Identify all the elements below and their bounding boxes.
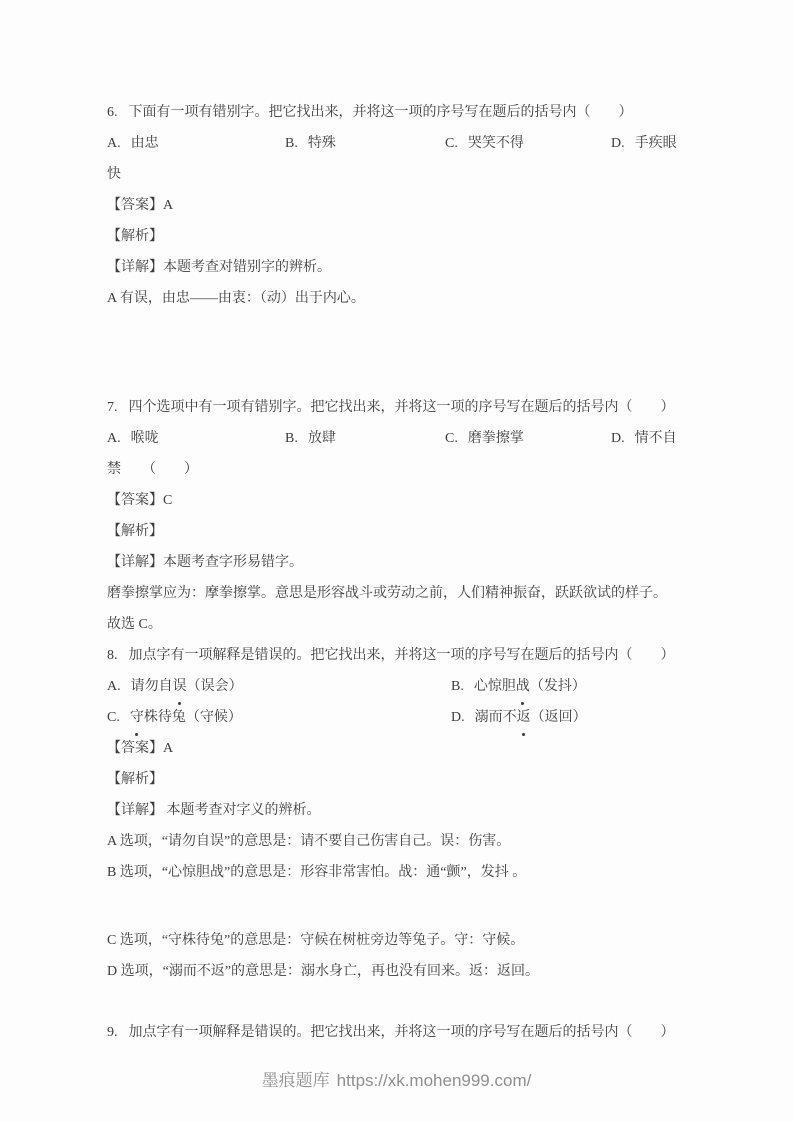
question-8-explanation-a: A 选项，“请勿自误”的意思是：请不要自己伤害自己。误：伤害。 bbox=[107, 834, 511, 849]
page-footer bbox=[0, 1066, 793, 1091]
question-7-text: 四个选项中有一项有错别字。把它找出来，并将这一项的序号写在题后的括号内（ ） bbox=[128, 400, 675, 415]
question-8-analysis-label: 【解析】 bbox=[107, 772, 163, 787]
option-a-text: 由忠 bbox=[130, 136, 159, 151]
option-d-text: 手疾眼 bbox=[634, 136, 677, 151]
option-d-label: D. bbox=[451, 710, 465, 725]
option-c-label: C. bbox=[107, 710, 120, 725]
question-8-option-a bbox=[107, 671, 451, 702]
question-8-option-c bbox=[107, 702, 451, 733]
question-6-detail: 【详解】本题考查对错别字的辨析。 bbox=[107, 260, 331, 275]
question-6 bbox=[107, 97, 707, 314]
question-8-option-b bbox=[451, 671, 707, 702]
question-7-explanation: 磨拳擦掌应为：摩拳擦掌。意思是形容战斗或劳动之前，人们精神振奋，跃跃欲试的样子。 bbox=[107, 586, 667, 601]
question-7-detail: 【详解】本题考查字形易错字。 bbox=[107, 555, 303, 570]
option-b-dotted-char: 战 bbox=[516, 671, 530, 702]
option-a-label: A. bbox=[107, 679, 121, 694]
option-b-post: （发抖） bbox=[529, 679, 586, 694]
question-6-text: 下面有一项有错别字。把它找出来，并将这一项的序号写在题后的括号内（ ） bbox=[128, 105, 633, 120]
footer-site-name: 墨痕题库 bbox=[261, 1071, 330, 1090]
option-c-post: 株待兔（守候） bbox=[143, 710, 242, 725]
question-7-analysis-label: 【解析】 bbox=[107, 524, 163, 539]
option-d-dotted-char: 返 bbox=[517, 702, 531, 733]
question-7-number: 7. bbox=[107, 400, 118, 415]
option-c-text: 磨拳擦掌 bbox=[467, 431, 524, 446]
question-6-option-c bbox=[445, 128, 611, 159]
option-c-label: C. bbox=[445, 136, 458, 151]
option-b-text: 特殊 bbox=[307, 136, 336, 151]
question-7-option-a bbox=[107, 423, 285, 454]
option-d-post: （返回） bbox=[530, 710, 587, 725]
question-6-option-d bbox=[611, 128, 707, 159]
option-b-pre: 心惊胆 bbox=[473, 679, 516, 694]
option-c-dotted-char: 守 bbox=[130, 702, 144, 733]
question-9-text: 加点字有一项解释是错误的。把它找出来，并将这一项的序号写在题后的括号内（ ） bbox=[128, 1025, 675, 1040]
question-6-answer-line bbox=[107, 190, 707, 221]
option-d-label: D. bbox=[611, 431, 625, 446]
question-7-option-d bbox=[611, 423, 707, 454]
question-9-number: 9. bbox=[107, 1025, 118, 1040]
option-c-text: 哭笑不得 bbox=[467, 136, 524, 151]
option-a-post: （误会） bbox=[186, 679, 243, 694]
answer-label: 【答案】 bbox=[107, 741, 163, 756]
question-6-stem bbox=[107, 97, 707, 128]
question-7-conclusion: 故选 C。 bbox=[107, 617, 162, 632]
question-7-option-d-wrap: 禁 （ ） bbox=[107, 462, 198, 477]
question-6-explanation: A 有误，由忠——由衷：（动）出于内心。 bbox=[107, 291, 365, 306]
question-8-explanation-b: B 选项，“心惊胆战”的意思是：形容非常害怕。战：通“颤”，发抖 。 bbox=[107, 865, 527, 880]
question-8-options-row-2 bbox=[107, 702, 707, 733]
question-8-option-d bbox=[451, 702, 707, 733]
option-b-label: B. bbox=[285, 136, 298, 151]
option-a-label: A. bbox=[107, 431, 121, 446]
question-6-number: 6. bbox=[107, 105, 118, 120]
option-d-label: D. bbox=[611, 136, 625, 151]
question-8-stem bbox=[107, 640, 707, 671]
question-9 bbox=[107, 1017, 707, 1048]
question-8-number: 8. bbox=[107, 648, 118, 663]
question-8 bbox=[107, 640, 707, 987]
question-6-option-a bbox=[107, 128, 285, 159]
question-8-detail: 【详解】 本题考查对字义的辨析。 bbox=[107, 803, 321, 818]
question-6-options bbox=[107, 128, 707, 159]
option-d-text: 情不自 bbox=[634, 431, 677, 446]
question-7-options bbox=[107, 423, 707, 454]
question-8-explanation-d: D 选项，“溺而不返”的意思是：溺水身亡，再也没有回来。返：返回。 bbox=[107, 964, 540, 979]
question-6-option-b bbox=[285, 128, 445, 159]
option-b-text: 放肆 bbox=[307, 431, 336, 446]
question-8-explanation-c: C 选项，“守株待兔”的意思是：守候在树桩旁边等兔子。守：守候。 bbox=[107, 933, 525, 948]
option-c-label: C. bbox=[445, 431, 458, 446]
question-8-options-row-1 bbox=[107, 671, 707, 702]
option-a-dotted-char: 误 bbox=[173, 671, 187, 702]
question-7-option-c bbox=[445, 423, 611, 454]
footer-site-url: https://xk.mohen999.com/ bbox=[336, 1071, 532, 1090]
option-d-pre: 溺而不 bbox=[474, 710, 517, 725]
answer-label: 【答案】 bbox=[107, 198, 163, 213]
answer-value: A bbox=[163, 198, 174, 213]
question-7-answer-line bbox=[107, 485, 707, 516]
option-a-label: A. bbox=[107, 136, 121, 151]
question-8-answer-line bbox=[107, 733, 707, 764]
answer-label: 【答案】 bbox=[107, 493, 163, 508]
question-6-analysis-label: 【解析】 bbox=[107, 229, 163, 244]
option-b-label: B. bbox=[285, 431, 298, 446]
question-7 bbox=[107, 392, 707, 640]
option-b-label: B. bbox=[451, 679, 464, 694]
answer-value: C bbox=[163, 493, 173, 508]
answer-value: A bbox=[163, 741, 174, 756]
option-a-pre: 请勿自 bbox=[130, 679, 173, 694]
question-7-stem bbox=[107, 392, 707, 423]
option-a-text: 喉咙 bbox=[130, 431, 159, 446]
question-8-text: 加点字有一项解释是错误的。把它找出来，并将这一项的序号写在题后的括号内（ ） bbox=[128, 648, 675, 663]
question-9-stem bbox=[107, 1017, 707, 1048]
question-7-option-b bbox=[285, 423, 445, 454]
question-6-option-d-wrap: 快 bbox=[107, 167, 121, 182]
